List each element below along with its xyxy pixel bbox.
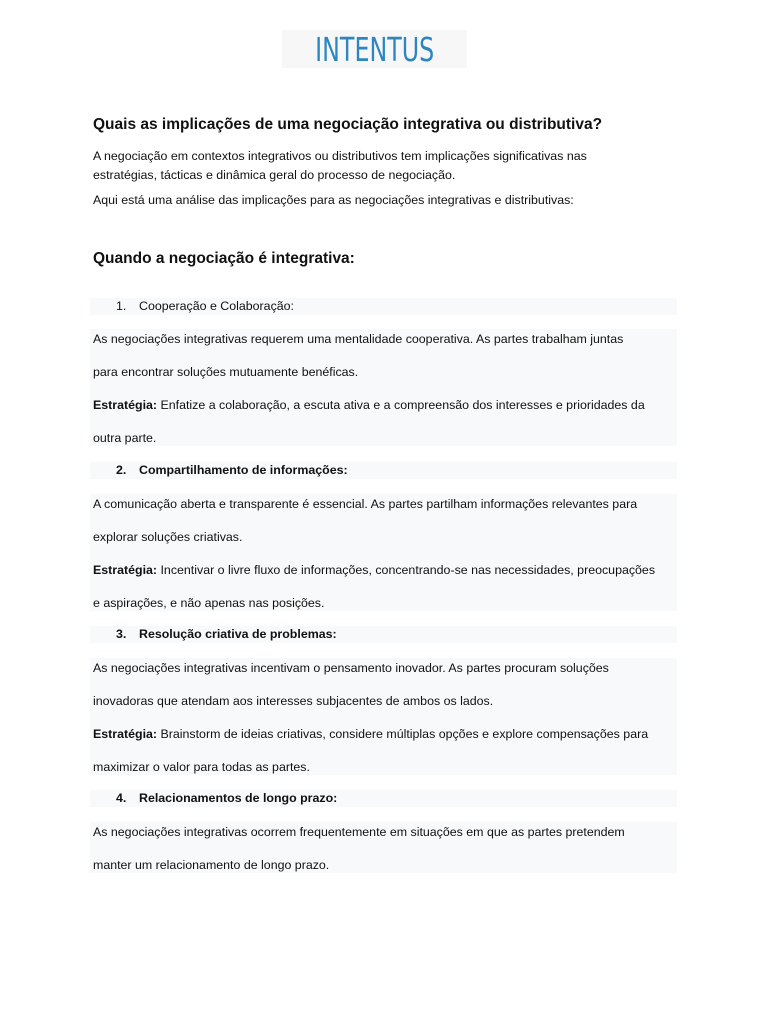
intro-line-1: A negociação em contextos integrativos ou distributivos tem implicações significativas nas <box>93 149 587 163</box>
item-desc-line: As negociações integrativas ocorrem frequentemente em situações em que as partes pretendem <box>93 825 625 839</box>
item-body <box>90 658 677 775</box>
list-item-heading <box>90 462 677 479</box>
list-item-heading <box>90 790 677 807</box>
item-heading-label: Cooperação e Colaboração: <box>139 299 294 313</box>
page-title: Quais as implicações de uma negociação integrativa ou distributiva? <box>93 116 603 133</box>
item-desc-line: inovadoras que atendam aos interesses subjacentes de ambos os lados. <box>93 694 494 708</box>
list-item-heading <box>90 626 677 643</box>
list-item-heading <box>90 298 677 315</box>
item-desc-line: para encontrar soluções mutuamente benéficas. <box>93 365 359 379</box>
section-title: Quando a negociação é integrativa: <box>93 250 355 267</box>
item-heading-label: Relacionamentos de longo prazo: <box>139 791 338 805</box>
item-body <box>90 329 677 446</box>
strategy-line-continued: e aspirações, e não apenas nas posições. <box>93 596 325 610</box>
item-heading-label: Resolução criativa de problemas: <box>139 627 337 641</box>
strategy-label: Estratégia: <box>93 398 158 412</box>
logo <box>282 30 467 68</box>
item-number: 4. <box>116 791 127 805</box>
item-number: 3. <box>116 627 127 641</box>
strategy-label: Estratégia: <box>93 563 158 577</box>
item-desc-line: As negociações integrativas requerem uma mentalidade cooperativa. As partes trabalham juntas <box>93 332 624 346</box>
strategy-text: Incentivar o livre fluxo de informações, concentrando-se nas necessidades, preocupações <box>157 563 656 577</box>
item-body <box>90 822 677 873</box>
strategy-line-continued: outra parte. <box>93 431 157 445</box>
item-desc-line: As negociações integrativas incentivam o pensamento inovador. As partes procuram soluções <box>93 661 609 675</box>
intro-line-2: estratégias, tácticas e dinâmica geral do processo de negociação. <box>93 168 456 182</box>
strategy-text: Enfatize a colaboração, a escuta ativa e a compreensão dos interesses e prioridades da <box>157 398 645 412</box>
item-desc-line: A comunicação aberta e transparente é essencial. As partes partilham informações relevantes para <box>93 497 638 511</box>
item-desc-line: manter um relacionamento de longo prazo. <box>93 858 330 872</box>
item-number: 2. <box>116 463 127 477</box>
item-body <box>90 494 677 611</box>
strategy-line <box>93 563 655 577</box>
logo-text: INTENTUS <box>314 29 435 69</box>
strategy-text: Brainstorm de ideias criativas, considere múltiplas opções e explore compensações para <box>157 727 649 741</box>
intro-line-3: Aqui está uma análise das implicações para as negociações integrativas e distributivas: <box>93 193 574 207</box>
item-heading-label: Compartilhamento de informações: <box>139 463 348 477</box>
item-desc-line: explorar soluções criativas. <box>93 530 243 544</box>
strategy-line <box>93 398 645 412</box>
strategy-label: Estratégia: <box>93 727 158 741</box>
item-number: 1. <box>116 299 127 313</box>
strategy-line-continued: maximizar o valor para todas as partes. <box>93 760 310 774</box>
strategy-line <box>93 727 648 741</box>
